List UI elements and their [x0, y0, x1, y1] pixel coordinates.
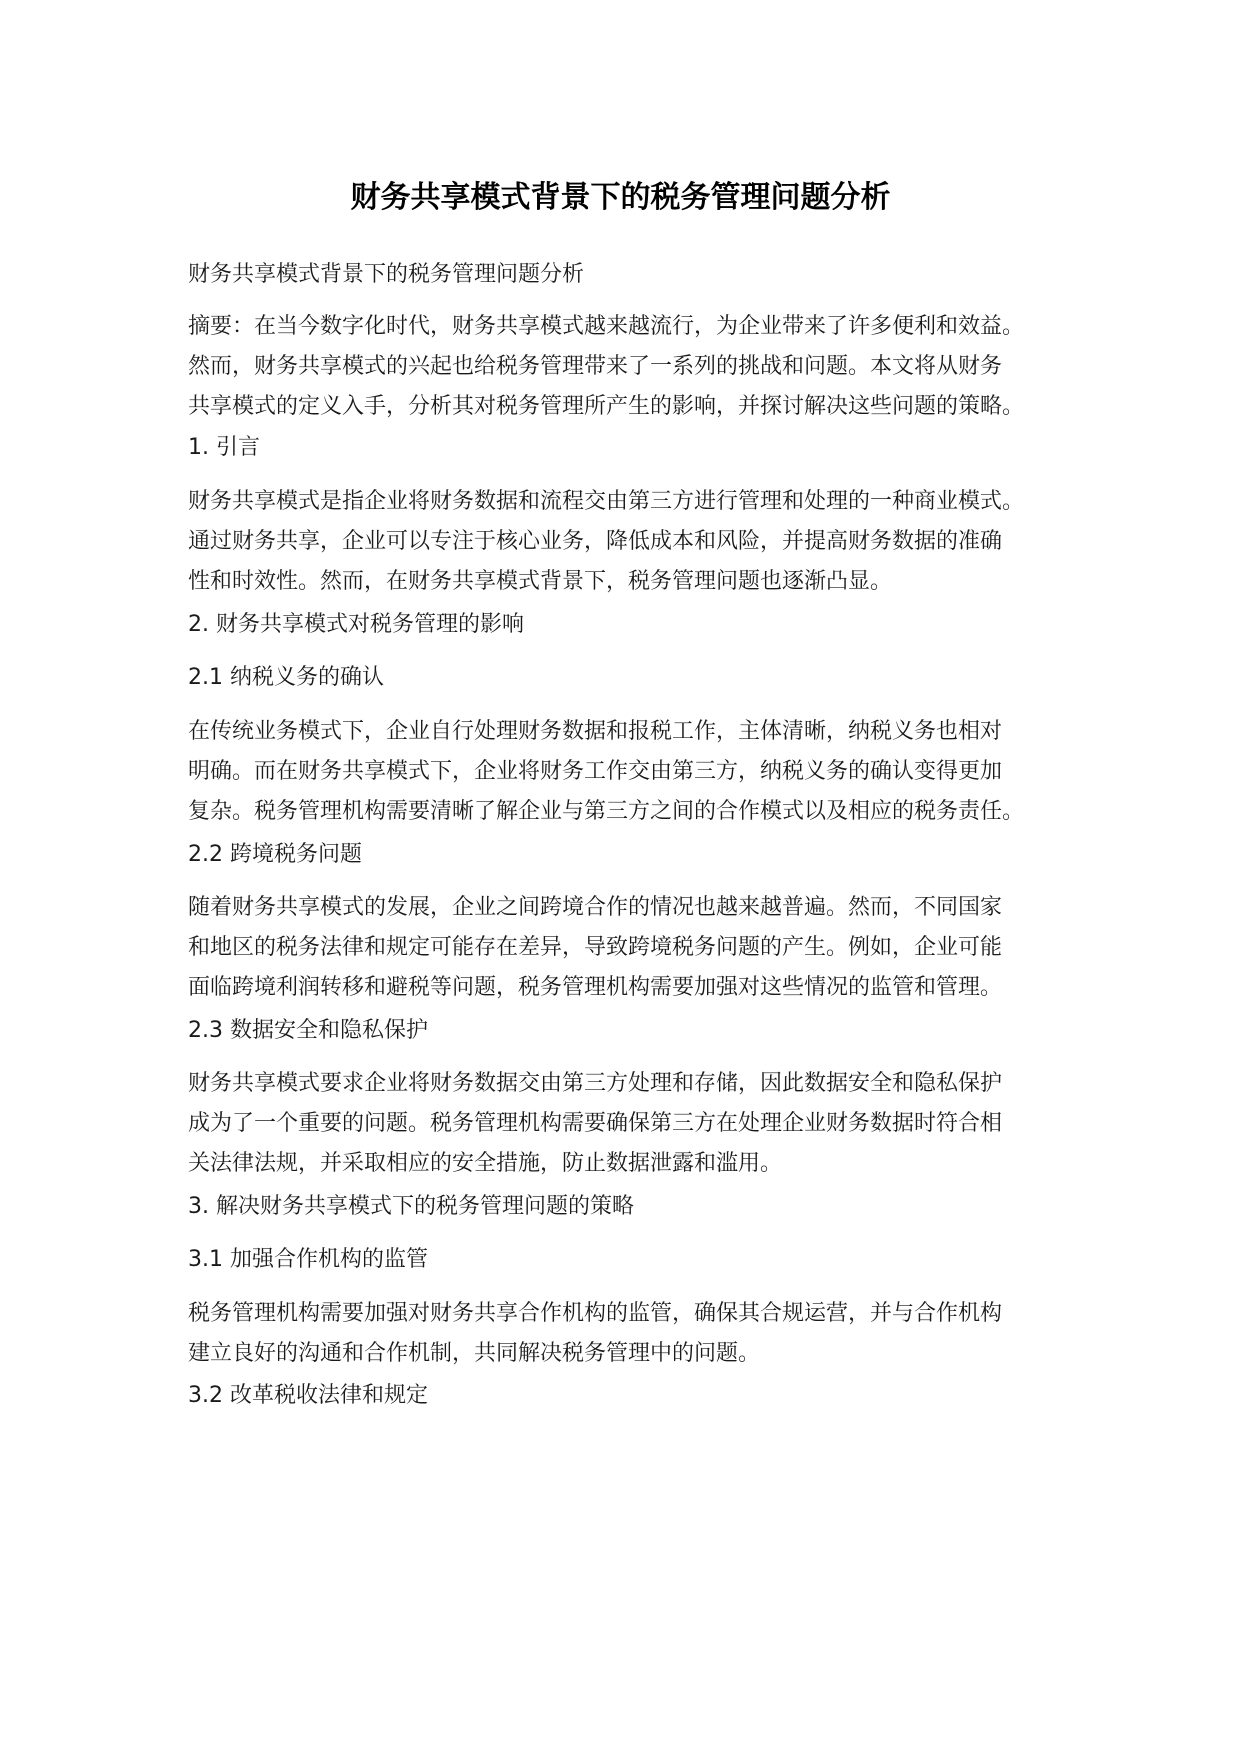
section-heading-3: 3. 解决财务共享模式下的税务管理问题的策略	[188, 1194, 634, 1219]
subtitle: 财务共享模式背景下的税务管理问题分析	[188, 262, 585, 287]
subsection-heading-3-2: 3.2 改革税收法律和规定	[188, 1383, 428, 1408]
paragraph-line: 面临跨境利润转移和避税等问题，税务管理机构需要加强对这些情况的监管和管理。	[188, 975, 1003, 1000]
paragraph-2-3	[188, 1064, 1068, 1184]
paragraph-2-1	[188, 712, 1068, 832]
paragraph-line: 财务共享模式是指企业将财务数据和流程交由第三方进行管理和处理的一种商业模式。	[188, 489, 1025, 514]
paragraph-line: 明确。而在财务共享模式下，企业将财务工作交由第三方，纳税义务的确认变得更加	[188, 759, 1003, 784]
paragraph-line: 随着财务共享模式的发展，企业之间跨境合作的情况也越来越普遍。然而，不同国家	[188, 895, 1003, 920]
document-title: 财务共享模式背景下的税务管理问题分析	[350, 180, 891, 215]
paragraph-line: 成为了一个重要的问题。税务管理机构需要确保第三方在处理企业财务数据时符合相	[188, 1111, 1003, 1136]
paragraph-2-2	[188, 888, 1068, 1008]
subsection-heading-2-1: 2.1 纳税义务的确认	[188, 665, 384, 690]
paragraph-line: 和地区的税务法律和规定可能存在差异，导致跨境税务问题的产生。例如，企业可能	[188, 935, 1003, 960]
subsection-heading-2-3: 2.3 数据安全和隐私保护	[188, 1018, 428, 1043]
paragraph-line: 性和时效性。然而，在财务共享模式背景下，税务管理问题也逐渐凸显。	[188, 569, 893, 594]
abstract-line: 共享模式的定义入手，分析其对税务管理所产生的影响，并探讨解决这些问题的策略。	[188, 394, 1025, 419]
subsection-heading-2-2: 2.2 跨境税务问题	[188, 842, 362, 867]
paragraph-3-1	[188, 1294, 1068, 1374]
section-heading-1: 1. 引言	[188, 435, 260, 460]
abstract-line: 摘要：在当今数字化时代，财务共享模式越来越流行，为企业带来了许多便利和效益。	[188, 314, 1025, 339]
subsection-heading-3-1: 3.1 加强合作机构的监管	[188, 1247, 428, 1272]
paragraph-line: 在传统业务模式下，企业自行处理财务数据和报税工作，主体清晰，纳税义务也相对	[188, 719, 1003, 744]
paragraph-line: 通过财务共享，企业可以专注于核心业务，降低成本和风险，并提高财务数据的准确	[188, 529, 1003, 554]
section-heading-2: 2. 财务共享模式对税务管理的影响	[188, 612, 524, 637]
paragraph-line: 财务共享模式要求企业将财务数据交由第三方处理和存储，因此数据安全和隐私保护	[188, 1071, 1003, 1096]
paragraph-line: 税务管理机构需要加强对财务共享合作机构的监管，确保其合规运营，并与合作机构	[188, 1301, 1003, 1326]
paragraph-line: 关法律法规，并采取相应的安全措施，防止数据泄露和滥用。	[188, 1151, 783, 1176]
paragraph-line: 建立良好的沟通和合作机制，共同解决税务管理中的问题。	[188, 1341, 761, 1366]
abstract-line: 然而，财务共享模式的兴起也给税务管理带来了一系列的挑战和问题。本文将从财务	[188, 354, 1003, 379]
intro-paragraph	[188, 482, 1068, 602]
paragraph-line: 复杂。税务管理机构需要清晰了解企业与第三方之间的合作模式以及相应的税务责任。	[188, 799, 1025, 824]
abstract-paragraph	[188, 307, 1068, 427]
